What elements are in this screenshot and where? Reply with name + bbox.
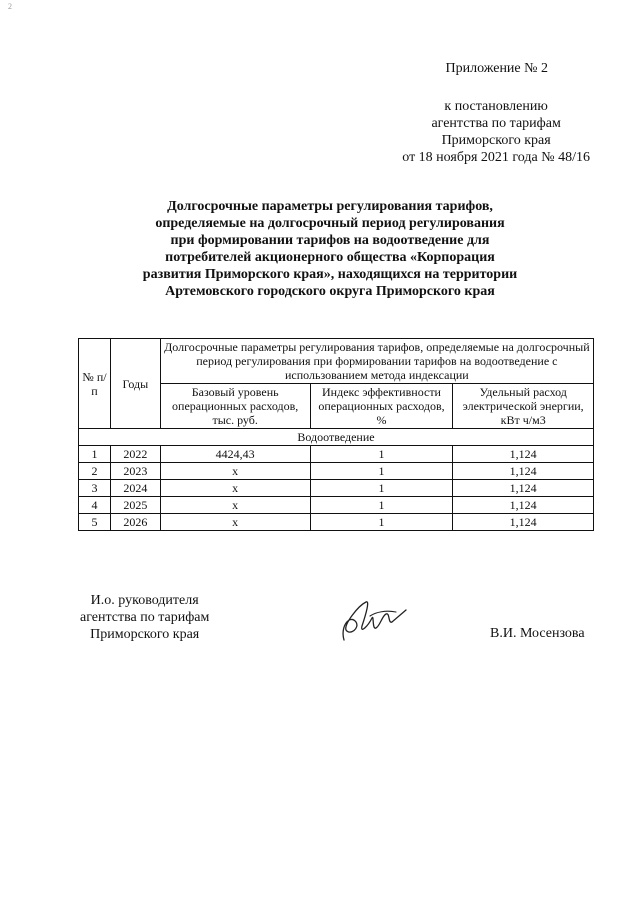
table-row [79,446,594,463]
cell-year: 2023 [110,463,160,480]
header-number: № п/п [79,339,111,429]
title-line: при формировании тарифов на водоотведение для [170,233,490,248]
cell-basic-level: 4424,43 [160,446,310,463]
cell-efficiency-index: 1 [310,463,453,480]
cell-efficiency-index: 1 [310,480,453,497]
cell-efficiency-index: 1 [310,514,453,531]
header-parameters-group: Долгосрочные параметры регулирования тарифов, определяемые на долгосрочный период регулирования при формировании тарифов на водоотведение с использованием метода индексации [160,339,593,384]
title-line: определяемые на долгосрочный период регулирования [155,216,505,231]
cell-energy-consumption: 1,124 [453,480,594,497]
decree-line: агентства по тарифам [431,116,561,131]
header-years: Годы [110,339,160,429]
signatory-name: В.И. Мосензова [490,626,585,641]
cell-number: 2 [79,463,111,480]
appendix-label: Приложение № 2 [445,61,548,76]
cell-efficiency-index: 1 [310,446,453,463]
header-energy-consumption: Удельный расход электрической энергии, кВт ч/м3 [453,384,594,429]
section-label: Водоотведение [79,429,594,446]
cell-basic-level: х [160,497,310,514]
title-line: Долгосрочные параметры регулирования тарифов, [167,199,493,214]
decree-line: Приморского края [441,133,551,148]
cell-number: 4 [79,497,111,514]
cell-efficiency-index: 1 [310,497,453,514]
cell-year: 2026 [110,514,160,531]
cell-basic-level: х [160,514,310,531]
cell-energy-consumption: 1,124 [453,446,594,463]
decree-line: к постановлению [444,99,548,114]
document-title [120,198,540,300]
cell-number: 1 [79,446,111,463]
handwritten-signature [336,596,412,646]
decree-line: от 18 ноября 2021 года № 48/16 [402,150,590,165]
table-row [79,514,594,531]
position-line: Приморского края [90,627,200,642]
title-line: развития Приморского края», находящихся на территории [142,267,518,282]
signatory-position [80,592,209,643]
table-row [79,480,594,497]
cell-year: 2025 [110,497,160,514]
title-line: потребителей акционерного общества «Корпорация [165,250,495,265]
table-header-row [79,339,594,384]
cell-energy-consumption: 1,124 [453,463,594,480]
cell-basic-level: х [160,480,310,497]
page-corner-mark: 2 [8,2,12,11]
cell-energy-consumption: 1,124 [453,497,594,514]
header-efficiency-index: Индекс эффективности операционных расходов, % [310,384,453,429]
cell-number: 3 [79,480,111,497]
header-basic-level: Базовый уровень операционных расходов, тыс. руб. [160,384,310,429]
table-row [79,497,594,514]
cell-year: 2024 [110,480,160,497]
position-line: агентства по тарифам [80,610,210,625]
position-line: И.о. руководителя [90,593,199,608]
cell-basic-level: х [160,463,310,480]
cell-energy-consumption: 1,124 [453,514,594,531]
cell-number: 5 [79,514,111,531]
cell-year: 2022 [110,446,160,463]
title-line: Артемовского городского округа Приморского края [165,284,495,299]
decree-reference [402,98,590,166]
parameters-table [78,338,594,531]
section-row [79,429,594,446]
table-row [79,463,594,480]
